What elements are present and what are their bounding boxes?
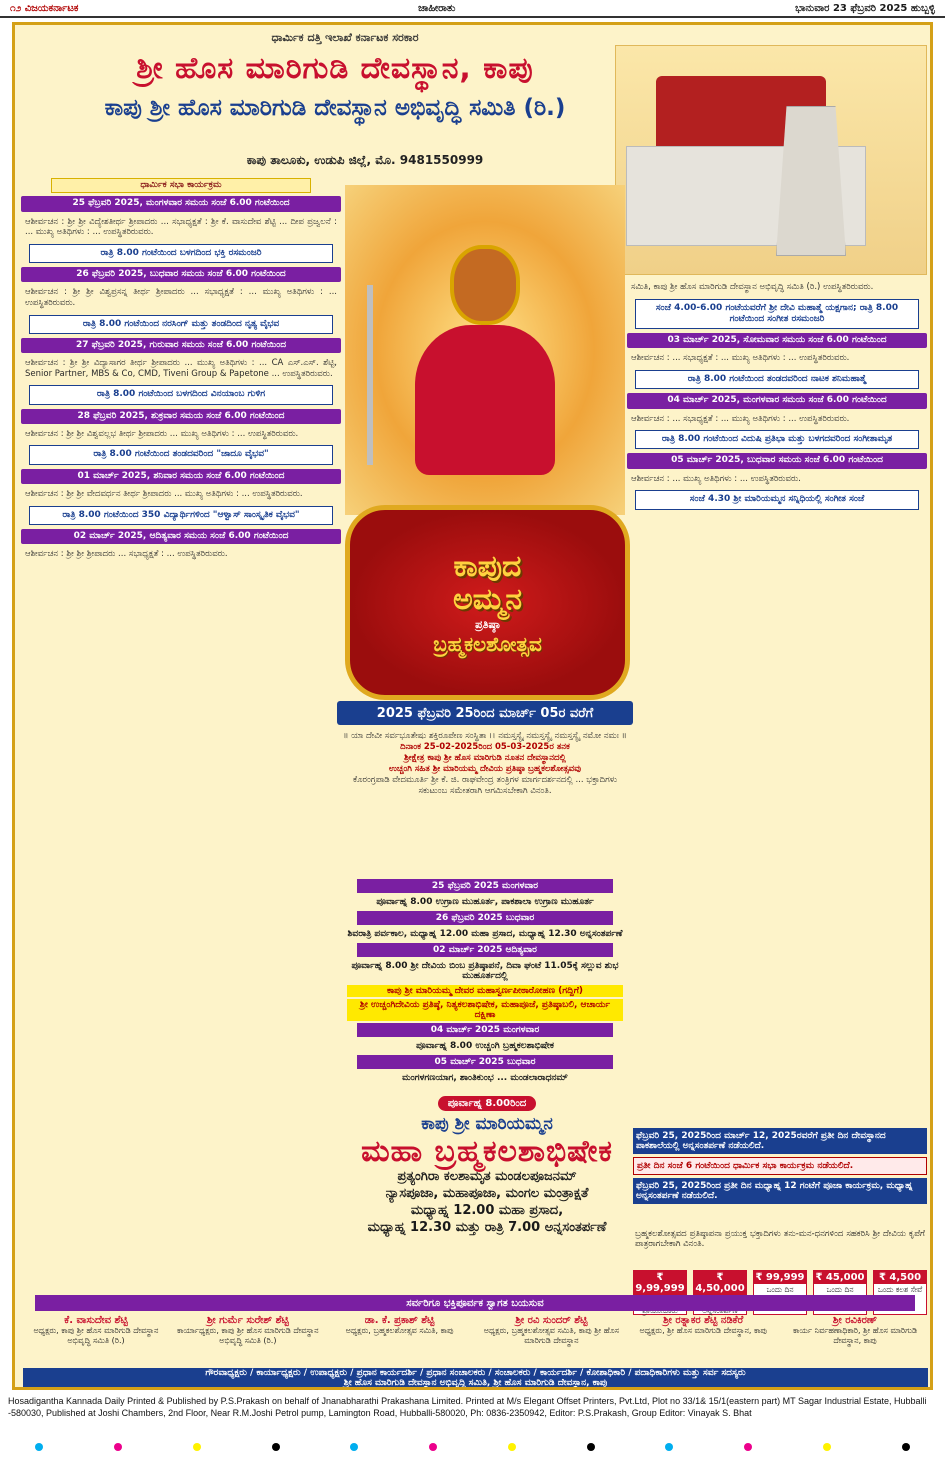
organizer-name: ಶ್ರೀ ರವಿ ಸುಂದರ್ ಶೆಟ್ಟಿ xyxy=(515,1315,588,1326)
schedule-date-bar: 25 ಫೆಬ್ರವರಿ 2025 ಮಂಗಳವಾರ xyxy=(357,879,613,893)
temple-title: ಶ್ರೀ ಹೊಸ ಮಾರಿಗುಡಿ ದೇವಸ್ಥಾನ, ಕಾಪು xyxy=(136,51,534,86)
day-header: 28 ಫೆಬ್ರವರಿ 2025, ಶುಕ್ರವಾರ ಸಮಯ ಸಂಜೆ 6.00 ಗಂಟೆಯಿಂದ xyxy=(21,409,341,424)
temple-illustration xyxy=(615,45,927,275)
donation-amount: ₹ 45,000 xyxy=(815,1272,865,1283)
day-header: 26 ಫೆಬ್ರವರಿ 2025, ಬುಧವಾರ ಸಮಯ ಸಂಜೆ 6.00 ಗಂಟೆಯಿಂದ xyxy=(21,267,341,282)
organizer-role: ಅಧ್ಯಕ್ಷರು, ಕಾಪು ಶ್ರೀ ಹೊಸ ಮಾರಿಗುಡಿ ದೇವಸ್ಥಾನ ಅಭಿವೃದ್ಧಿ ಸಮಿತಿ (ರಿ.) xyxy=(33,1326,159,1345)
schedule-date-bar: 04 ಮಾರ್ಚ್ 2025 ಮಂಗಳವಾರ xyxy=(357,1023,613,1037)
temple-address: ಕಾಪು ತಾಲೂಕು, ಉಡುಪಿ ಜಿಲ್ಲೆ, ಮೊ. 9481550999 xyxy=(246,153,484,167)
donation-amount: ₹ 9,99,999 xyxy=(635,1272,685,1294)
schedule-date-bar: 02 ಮಾರ್ಚ್ 2025 ಆದಿತ್ಯವಾರ xyxy=(357,943,613,957)
organizer-role: ಅಧ್ಯಕ್ಷರು, ಬ್ರಹ್ಮಕಲಶೋತ್ಸವ ಸಮಿತಿ, ಕಾಪು ಶ್ರೀ ಹೊಸ ಮಾರಿಗುಡಿ ದೇವಸ್ಥಾನ xyxy=(483,1326,619,1345)
day-text: ಆಶೀರ್ವಚನ : ... ಸಭಾಧ್ಯಕ್ಷತೆ : ... ಮುಖ್ಯ ಅತಿಥಿಗಳು : ... ಉಪಸ್ಥಿತರಿರುವರು. xyxy=(631,413,850,424)
organizer xyxy=(23,1315,169,1367)
committee-title: ಕಾಪು ಶ್ರೀ ಹೊಸ ಮಾರಿಗುಡಿ ದೇವಸ್ಥಾನ ಅಭಿವೃದ್ಧಿ ಸಮಿತಿ (ರಿ.) xyxy=(104,95,566,121)
cultural-program: ಸಂಜೆ 4.30 ಶ್ರೀ ಮಾರಿಯಮ್ಮನ ಸನ್ನಿಧಿಯಲ್ಲಿ ಸಂಗೀತ ಸಂಜೆ xyxy=(635,490,919,509)
event-line: ಉಚ್ಚಂಗಿ ಸಹಿತ ಶ್ರೀ ಮಾರಿಯಮ್ಮ ದೇವಿಯ ಪ್ರತಿಷ್ಠಾ ಬ್ರಹ್ಮಕಲಶೋತ್ಸವವು xyxy=(389,764,581,775)
donation-amount: ₹ 99,999 xyxy=(755,1272,805,1283)
organizer-role: ಅಧ್ಯಕ್ಷರು, ಬ್ರಹ್ಮಕಲಶೋತ್ಸವ ಸಮಿತಿ, ಕಾಪು xyxy=(345,1326,454,1335)
day-text: ಆಶೀರ್ವಚನ : ... ಸಭಾಧ್ಯಕ್ಷತೆ : ... ಮುಖ್ಯ ಅತಿಥಿಗಳು : ... ಉಪಸ್ಥಿತರಿರುವರು. xyxy=(631,353,850,364)
goddess-body-shape xyxy=(415,325,555,475)
schedule-date-bar: 05 ಮಾರ್ಚ್ 2025 ಬುಧವಾರ xyxy=(357,1055,613,1069)
abhisheka-block xyxy=(337,1091,637,1291)
page-number-and-paper xyxy=(10,3,78,14)
donation-appeal: ಬ್ರಹ್ಮಕಲಶೋತ್ಸವದ ಪ್ರತಿಷ್ಠಾಪನಾ ಪ್ರಯುಕ್ತ ಭಕ್ತಾದಿಗಳು ತನು-ಮನ-ಧನಗಳಿಂದ ಸಹಕರಿಸಿ ಶ್ರೀ ದೇವಿಯ ಕೃಪೆಗೆ ಪಾತ್ರರಾಗಬೇಕಾಗಿ ವಿನಂತಿ. xyxy=(635,1229,925,1249)
cyan-dot-icon xyxy=(350,1443,358,1451)
day-cultural-note xyxy=(21,562,341,566)
organizer-name: ಶ್ರೀ ರತ್ನಾಕರ ಶೆಟ್ಟಿ ನಡಿಕೆರೆ xyxy=(663,1315,744,1326)
abhisheka-desc: ಪ್ರತ್ಯಂಗಿರಾ ಕಲಶಾಮೃತ ಮಂಡಲಪೂಜನಮ್ xyxy=(397,1169,577,1184)
yellow-dot-icon xyxy=(193,1443,201,1451)
abhisheka-desc: ನ್ಯಾಸಪೂಜಾ, ಮಹಾಪೂಜಾ, ಮಂಗಲ ಮಂತ್ರಾಕ್ಷತೆ xyxy=(385,1185,589,1201)
abhisheka-title: ಮಹಾ ಬ್ರಹ್ಮಕಲಶಾಭಿಷೇಕ xyxy=(361,1134,613,1169)
organizers-row xyxy=(23,1315,928,1367)
goddess-image xyxy=(345,185,625,515)
cultural-program: ರಾತ್ರಿ 8.00 ಗಂಟೆಯಿಂದ ನರಸಿಂಗ್ ಮತ್ತು ತಂಡದಿಂದ ನೃತ್ಯ ವೈಭವ xyxy=(29,315,333,334)
day-text: ಆಶೀರ್ವಚನ : ಶ್ರೀ ಶ್ರೀ ಶ್ರೀಪಾದರು ... ಸಭಾಧ್ಯಕ್ಷತೆ : ... ಉಪಸ್ಥಿತರಿರುವರು. xyxy=(25,549,228,559)
schedule-line: ಪೂರ್ವಾಹ್ನ 8.00 ಶ್ರೀ ದೇವಿಯ ಬಿಂಬ ಪ್ರತಿಷ್ಠಾಪನೆ, ದಿವಾ ಘಂಟೆ 11.05ಕ್ಕೆ ಸಲ್ಲುವ ಶುಭ ಮುಹೂರ್ತದಲ್ಲಿ xyxy=(351,961,619,981)
organizer xyxy=(630,1315,776,1367)
date-banner: 2025 ಫೆಬ್ರವರಿ 25ರಿಂದ ಮಾರ್ಚ್ 05ರ ವರೆಗೆ xyxy=(337,701,633,725)
organizer-name: ಶ್ರೀ ಗುರ್ಮೆ ಸುರೇಶ್ ಶೆಟ್ಟಿ xyxy=(206,1315,289,1326)
donation-amount: ₹ 4,500 xyxy=(874,1271,926,1284)
emblem-small: ಪ್ರತಿಷ್ಠಾ xyxy=(475,617,500,631)
center-intro xyxy=(337,727,633,877)
cultural-program: ರಾತ್ರಿ 8.00 ಗಂಟೆಯಿಂದ ಬಳಗದಿಂದ ಭಕ್ತಿ ರಸಮಂಜರಿ xyxy=(29,244,333,263)
day-header: 05 ಮಾರ್ಚ್ 2025, ಬುಧವಾರ ಸಮಯ ಸಂಜೆ 6.00 ಗಂಟೆಯಿಂದ xyxy=(627,453,927,468)
emblem-line2: ಅಮ್ಮನ xyxy=(452,581,523,617)
day-header: 02 ಮಾರ್ಚ್ 2025, ಆದಿತ್ಯವಾರ ಸಮಯ ಸಂಜೆ 6.00 ಗಂಟೆಯಿಂದ xyxy=(21,529,341,544)
emblem-sub: ಬ್ರಹ್ಮಕಲಶೋತ್ಸವ xyxy=(433,631,542,656)
magenta-dot-icon xyxy=(114,1443,122,1451)
organizer-role: ಅಧ್ಯಕ್ಷರು, ಶ್ರೀ ಹೊಸ ಮಾರಿಗುಡಿ ದೇವಸ್ಥಾನ, ಕಾಪು xyxy=(639,1326,767,1335)
day-header: 01 ಮಾರ್ಚ್ 2025, ಶನಿವಾರ ಸಮಯ ಸಂಜೆ 6.00 ಗಂಟೆಯಿಂದ xyxy=(21,469,341,484)
right-schedule-column xyxy=(627,280,927,1120)
abhisheka-time: ಪೂರ್ವಾಹ್ನ 8.00ರಿಂದ xyxy=(438,1096,537,1111)
right-notes xyxy=(633,1125,927,1225)
schedule-highlight: ಶ್ರೀ ಉಚ್ಚಂಗಿದೇವಿಯ ಪ್ರತಿಷ್ಠೆ, ನಿತ್ಯಕಲಶಾಭಿಷೇಕ, ಮಹಾಪೂಜೆ, ಪ್ರತಿಷ್ಠಾಬಲಿ, ಆಚಾರ್ಯ ದಕ್ಷಿಣಾ xyxy=(347,999,623,1021)
yellow-dot-icon xyxy=(508,1443,516,1451)
festival-emblem xyxy=(345,505,630,700)
day-text: ಆಶೀರ್ವಚನ : ... ಮುಖ್ಯ ಅತಿಥಿಗಳು : ... ಉಪಸ್ಥಿತರಿರುವರು. xyxy=(631,473,801,484)
goddess-face-shape xyxy=(450,245,520,325)
black-dot-icon xyxy=(902,1443,910,1451)
magenta-dot-icon xyxy=(429,1443,437,1451)
schedule-date-bar: 26 ಫೆಬ್ರವರಿ 2025 ಬುಧವಾರ xyxy=(357,911,613,925)
cultural-program: ರಾತ್ರಿ 8.00 ಗಂಟೆಯಿಂದ ವಿದುಷಿ ಪ್ರತಿಭಾ ಮತ್ತು ಬಳಗದವರಿಂದ ಸಂಗೀತಾಮೃತ xyxy=(635,430,919,449)
donation-label: ಒಂದು ದಿನ xyxy=(766,1285,794,1294)
day-header: 04 ಮಾರ್ಚ್ 2025, ಮಂಗಳವಾರ ಸಮಯ ಸಂಜೆ 6.00 ಗಂಟೆಯಿಂದ xyxy=(627,393,927,408)
day-text: ಆಶೀರ್ವಚನ : ಶ್ರೀ ಶ್ರೀ ವಿದ್ಯಾಸಾಗರ ತೀರ್ಥ ಶ್ರೀಪಾದರು ... ಮುಖ್ಯ ಅತಿಥಿಗಳು : ... CA ಎಸ್.ಎಸ್. ಶೆಟ್ಟಿ, Senior Partner, MBS & Co, CMD, Tiveni Group & Papetone ... ಉಪಸ್ಥಿತರಿರುವರು. xyxy=(25,358,337,379)
temple-gopura-shape xyxy=(776,106,846,256)
day-text: ಆಶೀರ್ವಚನ : ಶ್ರೀ ಶ್ರೀ ವಿದ್ಯೇಶತೀರ್ಥ ಶ್ರೀಪಾದರು ... ಸಭಾಧ್ಯಕ್ಷತೆ : ಶ್ರೀ ಕೆ. ವಾಸುದೇವ ಶೆಟ್ಟಿ ... ದೀಪ ಪ್ರಜ್ವಲನೆ : ... ಮುಖ್ಯ ಅತಿಥಿಗಳು : ... ಉಪಸ್ಥಿತರಿರುವರು. xyxy=(25,216,337,238)
magenta-dot-icon xyxy=(744,1443,752,1451)
abhisheka-deity: ಕಾಪು ಶ್ರೀ ಮಾರಿಯಮ್ಮನ xyxy=(421,1114,553,1134)
schedule-line: ಪೂರ್ವಾಹ್ನ 8.00 ಉಗ್ರಾಣ ಮುಹೂರ್ತ, ಪಾಕಶಾಲಾ ಉಗ್ರಾಣ ಮುಹೂರ್ತ xyxy=(376,897,594,907)
organizer-name: ಡಾ. ಕೆ. ಪ್ರಕಾಶ್ ಶೆಟ್ಟಿ xyxy=(364,1315,435,1326)
date-range-line: ದಿನಾಂಕ 25-02-2025ರಿಂದ 05-03-2025ರ ತನಕ xyxy=(400,742,570,753)
organizer-name: ಕೆ. ವಾಸುದೇವ ಶೆಟ್ಟಿ xyxy=(64,1315,128,1326)
day-header: 03 ಮಾರ್ಚ್ 2025, ಸೋಮವಾರ ಸಮಯ ಸಂಜೆ 6.00 ಗಂಟೆಯಿಂದ xyxy=(627,333,927,348)
print-color-registration xyxy=(0,1440,945,1454)
organizer-role: ಕಾರ್ಯ ನಿರ್ವಹಣಾಧಿಕಾರಿ, ಶ್ರೀ ಹೊಸ ಮಾರಿಗುಡಿ ದೇವಸ್ಥಾನ, ಕಾಪು xyxy=(792,1326,918,1345)
note-item: ಫೆಬ್ರವರಿ 25, 2025ರಿಂದ ಪ್ರತೀ ದಿನ ಮಧ್ಯಾಹ್ನ 12 ಗಂಟೆಗೆ ಪೂಜಾ ಕಾರ್ಯಕ್ರಮ, ಮಧ್ಯಾಹ್ನ ಅನ್ನಸಂತರ್ಪಣೆ ನಡೆಯಲಿದೆ. xyxy=(633,1178,927,1204)
committee-names: ಶ್ರೀ ಹೊಸ ಮಾರಿಗುಡಿ ದೇವಸ್ಥಾನ ಅಭಿವೃದ್ಧಿ ಸಮಿತಿ, ಶ್ರೀ ಹೊಸ ಮಾರಿಗುಡಿ ದೇವಸ್ಥಾನ, ಕಾಪು xyxy=(343,1377,608,1388)
cultural-program: ರಾತ್ರಿ 8.00 ಗಂಟೆಯಿಂದ ತಂಡದವರಿಂದ ನಾಟಕ ಶನಿಮಹಾತ್ಮೆ xyxy=(635,370,919,389)
donation-label: ಒಂದು ದಿನ xyxy=(826,1285,854,1294)
committee-footer xyxy=(23,1368,928,1388)
day-text: ಆಶೀರ್ವಚನ : ಶ್ರೀ ಶ್ರೀ ವಿಶ್ವವಲ್ಲಭ ತೀರ್ಥ ಶ್ರೀಪಾದರು ... ಮುಖ್ಯ ಅತಿಥಿಗಳು : ... ಉಪಸ್ಥಿತರಿರುವರು. xyxy=(25,428,299,439)
day-header: 25 ಫೆಬ್ರವರಿ 2025, ಮಂಗಳವಾರ ಸಮಯ ಸಂಜೆ 6.00 ಗಂಟೆಯಿಂದ xyxy=(21,196,341,211)
black-dot-icon xyxy=(272,1443,280,1451)
page-header-strip xyxy=(0,0,945,18)
organizer xyxy=(175,1315,321,1367)
abhisheka-desc: ಮಧ್ಯಾಹ್ನ 12.00 ಮಹಾ ಪ್ರಸಾದ, xyxy=(410,1202,564,1218)
issue-date: ಭಾನುವಾರ 23 ಫೆಬ್ರವರಿ 2025 xyxy=(795,2,908,14)
intro-body: ಕೊರಂಗ್ರಪಾಡಿ ವೇದಮೂರ್ತಿ ಶ್ರೀ ಕೆ. ಜಿ. ರಾಘವೇಂದ್ರ ತಂತ್ರಿಗಳ ಮಾರ್ಗದರ್ಶನದಲ್ಲಿ ... ಭಕ್ತಾದಿಗಳು ಸಕುಟುಂಬ ಸಮೇತರಾಗಿ ಆಗಮಿಸಬೇಕಾಗಿ ವಿನಂತಿ. xyxy=(352,775,618,797)
advertisement-sheet xyxy=(12,22,933,1390)
organizer-role: ಕಾರ್ಯಾಧ್ಯಕ್ಷರು, ಕಾಪು ಶ್ರೀ ಹೊಸ ಮಾರಿಗುಡಿ ದೇವಸ್ಥಾನ ಅಭಿವೃದ್ಧಿ ಸಮಿತಿ (ರಿ.) xyxy=(176,1326,319,1345)
cyan-dot-icon xyxy=(35,1443,43,1451)
day-text: ಆಶೀರ್ವಚನ : ಶ್ರೀ ಶ್ರೀ ವೇದವರ್ಧನ ತೀರ್ಥ ಶ್ರೀಪಾದರು ... ಮುಖ್ಯ ಅತಿಥಿಗಳು : ... ಉಪಸ್ಥಿತರಿರುವರು. xyxy=(25,488,303,499)
page-number: ೧೨ xyxy=(10,2,22,14)
organizer xyxy=(478,1315,624,1367)
black-dot-icon xyxy=(587,1443,595,1451)
center-schedule xyxy=(337,877,633,1097)
left-schedule-column xyxy=(21,175,341,1235)
venue-line: ಶ್ರೀಕ್ಷೇತ್ರ ಕಾಪು ಶ್ರೀ ಹೊಸ ಮಾರಿಗುಡಿ ನೂತನ ದೇವಸ್ಥಾನದಲ್ಲಿ xyxy=(404,753,566,764)
schedule-line: ಮಂಗಳಗಣಯಾಗ, ಶಾಂತಿಕುಂಭ ... ಮಂಡಲಾರಾಧನಮ್ xyxy=(402,1073,568,1083)
organizer-name: ಶ್ರೀ ರವಿಕಿರಣ್ xyxy=(832,1315,878,1326)
note-item: ಫೆಬ್ರವರಿ 25, 2025ರಿಂದ ಮಾರ್ಚ್ 12, 2025ರವರೆಗೆ ಪ್ರತೀ ದಿನ ದೇವಸ್ಥಾನದ ಪಾಕಶಾಲೆಯಲ್ಲಿ ಅನ್ನಸಂತರ್ಪಣೆ ನಡೆಯಲಿದೆ. xyxy=(633,1128,927,1154)
committee-roles: ಗೌರವಾಧ್ಯಕ್ಷರು / ಕಾರ್ಯಾಧ್ಯಕ್ಷರು / ಉಪಾಧ್ಯಕ್ಷರು / ಪ್ರಧಾನ ಕಾರ್ಯದರ್ಶಿ / ಪ್ರಧಾನ ಸಂಚಾಲಕರು / ಸಂಚಾಲಕರು / ಕಾರ್ಯದರ್ಶಿ / ಕೋಶಾಧಿಕಾರಿ / ಪದಾಧಿಕಾರಿಗಳು ಮತ್ತು ಸರ್ವ ಸದಸ್ಯರು xyxy=(205,1368,746,1378)
day-text: ಆಶೀರ್ವಚನ : ಶ್ರೀ ಶ್ರೀ ವಿಶ್ವಪ್ರಸನ್ನ ತೀರ್ಥ ಶ್ರೀಪಾದರು ... ಸಭಾಧ್ಯಕ್ಷತೆ : ... ಮುಖ್ಯ ಅತಿಥಿಗಳು : ... ಉಪಸ್ಥಿತರಿರುವರು. xyxy=(25,287,337,308)
note-item: ಪ್ರತೀ ದಿನ ಸಂಜೆ 6 ಗಂಟೆಯಿಂದ ಧಾರ್ಮಿಕ ಸಭಾ ಕಾರ್ಯಕ್ರಮ ನಡೆಯಲಿದೆ. xyxy=(633,1157,927,1175)
organizer xyxy=(327,1315,473,1367)
cultural-program: ರಾತ್ರಿ 8.00 ಗಂಟೆಯಿಂದ 350 ವಿದ್ಯಾರ್ಥಿಗಳಿಂದ "ಆಳ್ವಾಸ್ ಸಾಂಸ್ಕೃತಿಕ ವೈಭವ" xyxy=(29,506,333,525)
trident-icon xyxy=(367,285,373,465)
abhisheka-desc: ಮಧ್ಯಾಹ್ನ 12.30 ಮತ್ತು ರಾತ್ರಿ 7.00 ಅನ್ನಸಂತರ್ಪಣೆ xyxy=(367,1219,607,1235)
cultural-program: ರಾತ್ರಿ 8.00 ಗಂಟೆಯಿಂದ ತಂಡದವರಿಂದ "ಜಾದೂ ವೈಭವ" xyxy=(29,445,333,464)
day-header: 27 ಫೆಬ್ರವರಿ 2025, ಗುರುವಾರ ಸಮಯ ಸಂಜೆ 6.00 ಗಂಟೆಯಿಂದ xyxy=(21,338,341,353)
ministry-line: ಧಾರ್ಮಿಕ ದತ್ತಿ ಇಲಾಖೆ ಕರ್ನಾಟಕ ಸರಕಾರ xyxy=(271,31,419,44)
invocation-line: ॥ ಯಾ ದೇವೀ ಸರ್ವಭೂತೇಷು ಶಕ್ತಿರೂಪೇಣ ಸಂಸ್ಥಿತಾ ।। ನಮಸ್ತಸ್ಯೈ ನಮಸ್ತಸ್ಯೈ ನಮಸ್ತಸ್ಯೈ ನಮೋ ನಮಃ ॥ xyxy=(343,731,627,741)
cultural-program: ಸಂಜೆ 4.00-6.00 ಗಂಟೆಯವರೆಗೆ ಶ್ರೀ ದೇವಿ ಮಹಾತ್ಮೆ ಯಕ್ಷಗಾನ; ರಾತ್ರಿ 8.00 ಗಂಟೆಯಿಂದ ಸಂಗೀತ ರಸಮಂಜರಿ xyxy=(635,299,919,330)
donation-amount: ₹ 4,50,000 xyxy=(695,1272,745,1294)
schedule-line: ಶಿವರಾತ್ರಿ ಪರ್ವಕಾಲ, ಮಧ್ಯಾಹ್ನ 12.00 ಮಹಾ ಪ್ರಸಾದ, ಮಧ್ಯಾಹ್ನ 12.30 ಅನ್ನಸಂತರ್ಪಣೆ xyxy=(347,929,623,939)
cultural-program: ರಾತ್ರಿ 8.00 ಗಂಟೆಯಿಂದ ಬಳಗದಿಂದ ವಿನಯಾಂಬ ಗುಳಿಗ xyxy=(29,385,333,404)
yellow-dot-icon xyxy=(823,1443,831,1451)
right-intro: ಸಮಿತಿ, ಕಾಪು ಶ್ರೀ ಹೊಸ ಮಾರಿಗುಡಿ ದೇವಸ್ಥಾನ ಅಭಿವೃದ್ಧಿ ಸಮಿತಿ (ರಿ.) ಉಪಸ್ಥಿತರಿರುವರು. xyxy=(631,282,874,292)
welcome-bar: ಸರ್ವರಿಗೂ ಭಕ್ತಿಪೂರ್ವಕ ಸ್ವಾಗತ ಬಯಸುವ xyxy=(35,1295,915,1311)
cyan-dot-icon xyxy=(665,1443,673,1451)
schedule-line: ಪೂರ್ವಾಹ್ನ 8.00 ಉಚ್ಚಂಗಿ ಬ್ರಹ್ಮಕಲಶಾಭಿಷೇಕ xyxy=(416,1041,554,1051)
section-label: ಜಾಹೀರಾತು xyxy=(418,2,456,14)
date-and-edition xyxy=(795,3,935,14)
edition-name: ಹುಬ್ಬಳ್ಳಿ xyxy=(910,2,935,14)
emblem-line1: ಕಾಪುದ xyxy=(453,548,522,584)
organizer xyxy=(782,1315,928,1367)
schedule-highlight: ಕಾಪು ಶ್ರೀ ಮಾರಿಯಮ್ಮ ದೇವರ ಮಹಾಸ್ವರ್ಣಪೀಠಾರೋಹಣ (ಗದ್ದಿಗೆ) xyxy=(347,985,623,997)
print-imprint: Hosadigantha Kannada Daily Printed & Published by P.S.Prakash on behalf of Jnanabharathi Prakashana Limited. Printed at M/s Elegant Offset Printers, Pvt.Ltd, Plot no 33/1& 15/1(eastern part) MT Sagar Industrial Estate, Hubballi -580030, Published at Joshi Chambers, 2nd Floor, Near R.M.Joshi Petrol pump, Lamington Road, Hubballi-580020, Ph: 0836-2350942, Editor: P.S.Prakash, Group Editor: Vinayak S. Bhat xyxy=(8,1396,927,1418)
paper-name: ವಿಜಯಕರ್ನಾಟಕ xyxy=(24,2,79,14)
section-title: ಧಾರ್ಮಿಕ ಸಭಾ ಕಾರ್ಯಕ್ರಮ xyxy=(51,178,311,193)
donation-label: ಒಂದು ಕಲಶ ಸೇವೆ xyxy=(877,1285,923,1294)
